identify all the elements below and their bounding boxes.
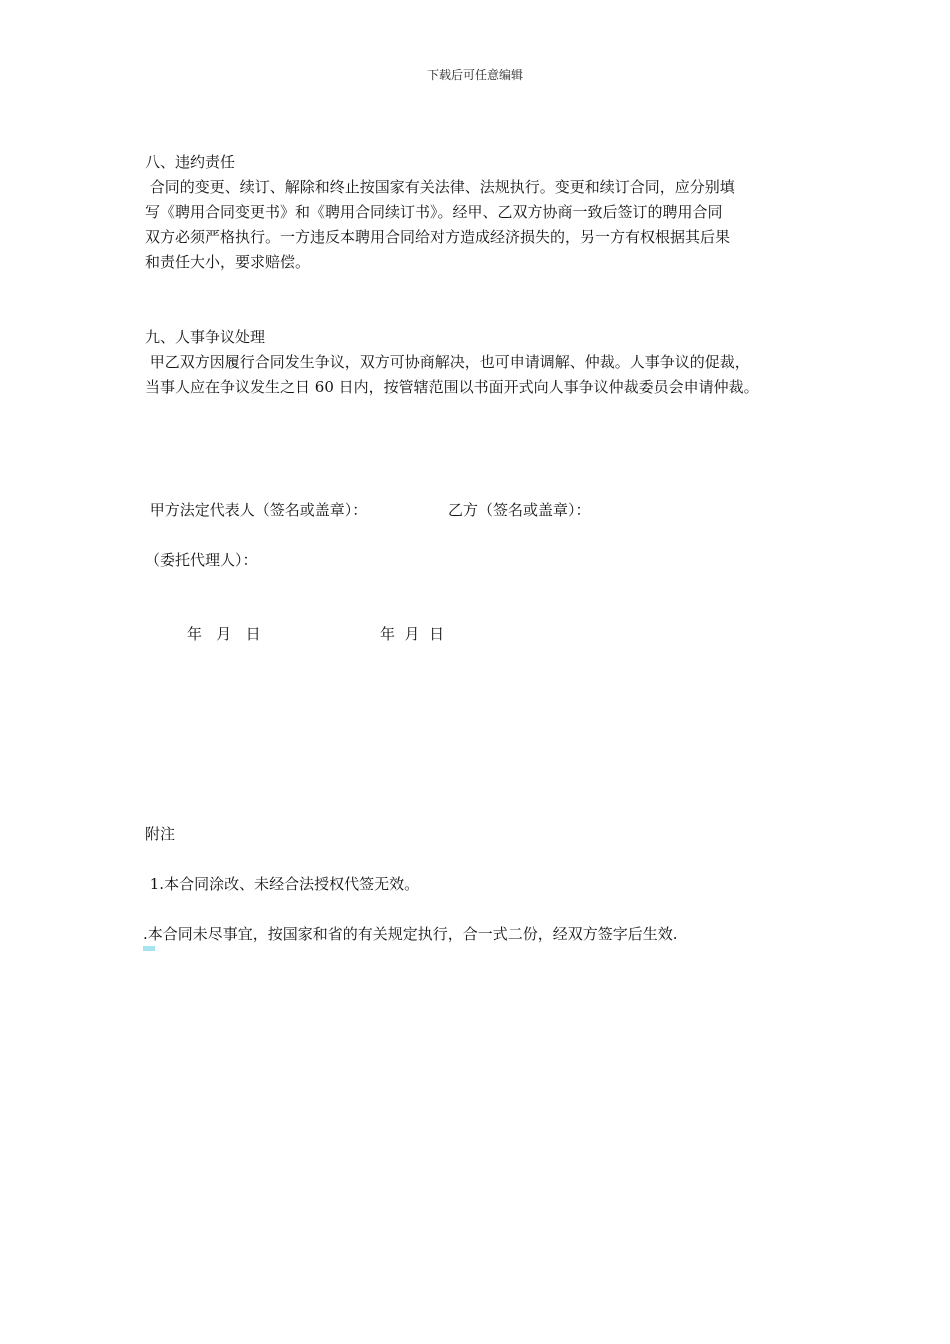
agent-signature-label: （委托代理人）： [145, 551, 258, 569]
paragraph-line: 写《聘用合同变更书》和《聘用合同续订书》。经甲、乙双方协商一致后签订的聘用合同 [145, 203, 723, 221]
section-dispute-handling [145, 325, 825, 400]
paragraph-line: 甲乙双方因履行合同发生争议，双方可协商解决，也可申请调解、仲裁。人事争议的促裁， [145, 353, 750, 371]
party-a-signature-label: 甲方法定代表人（签名或盖章）： [145, 501, 368, 519]
party-b-date: 年 月 日 [380, 625, 445, 643]
section-breach-liability [145, 150, 825, 275]
paragraph-line: 当事人应在争议发生之日 60 日内，按管辖范围以书面开式向人事争议仲裁委员会申请仲裁。 [145, 378, 759, 396]
note-item-1: 1.本合同涂改、未经合法授权代签无效。 [145, 875, 420, 893]
party-b-signature-label: 乙方（签名或盖章）： [448, 501, 591, 519]
party-a-date: 年 月 日 [187, 625, 261, 643]
notes-title: 附注 [145, 825, 176, 843]
section-title: 八、违约责任 [145, 153, 236, 171]
paragraph-line: 双方必须严格执行。一方违反本聘用合同给对方造成经济损失的，另一方有权根据其后果 [145, 228, 731, 246]
text-cursor-highlight [143, 946, 155, 951]
page-header: 下载后可任意编辑 [426, 68, 523, 82]
paragraph-line: 合同的变更、续订、解除和终止按国家有关法律、法规执行。变更和续订合同，应分别填 [145, 178, 735, 196]
note-item-2: .本合同未尽事宜，按国家和省的有关规定执行，合一式二份，经双方签字后生效. [143, 925, 678, 943]
section-title: 九、人事争议处理 [145, 328, 266, 346]
paragraph-line: 和责任大小，要求赔偿。 [145, 253, 311, 271]
